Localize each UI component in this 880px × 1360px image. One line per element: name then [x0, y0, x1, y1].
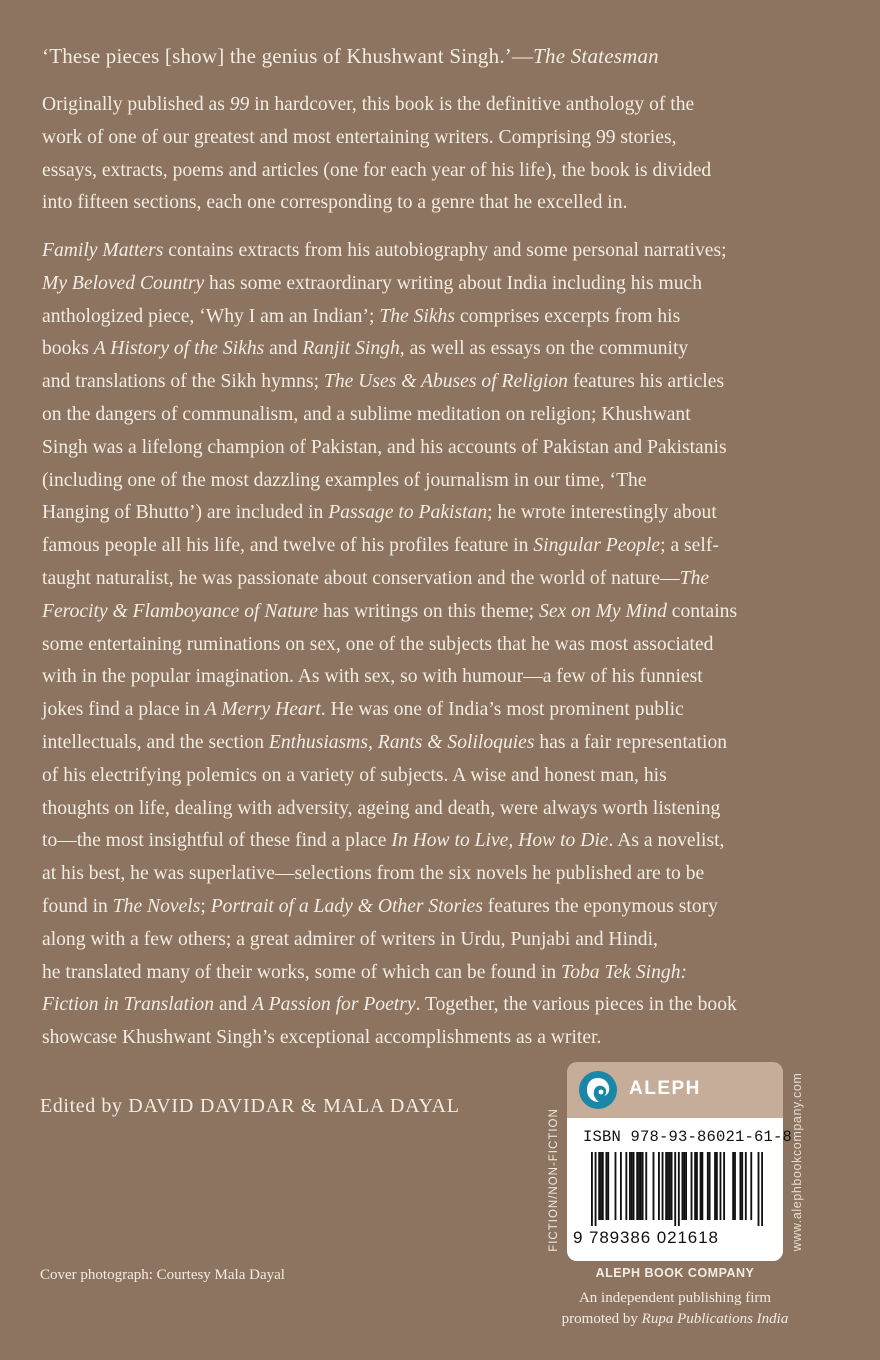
text-run: Hanging of Bhutto’) are included in	[42, 502, 329, 524]
barcode-bar	[683, 1152, 685, 1220]
italic-title: Family Matters	[42, 240, 164, 261]
editors-credit	[40, 1092, 460, 1120]
italic-title: A History of the Sikhs	[93, 338, 265, 360]
italic-title: 99	[229, 94, 250, 115]
text-run: taught naturalist, he was passionate about conservation and the world of nature—	[42, 567, 680, 589]
barcode-bars	[591, 1152, 763, 1226]
text-line	[42, 301, 842, 334]
genre-label	[542, 1100, 566, 1260]
text-run: features his articles	[567, 371, 725, 393]
publisher-promoter	[540, 1309, 810, 1329]
text-run: showcase Khushwant Singh’s exceptional accomplishments as a writer.	[42, 1027, 602, 1049]
promoter-prefix: promoted by	[561, 1311, 642, 1327]
text-line	[42, 989, 842, 1022]
text-run: of his electrifying polemics on a variety of subjects. A wise and honest man, his	[42, 764, 667, 786]
text-run: in hardcover, this book is the definitive anthology of the	[249, 94, 695, 115]
text-run: anthologized piece, ‘Why I am an Indian’;	[42, 305, 380, 327]
publisher-logo-text: ALEPH	[629, 1078, 701, 1099]
barcode-bar	[685, 1152, 687, 1220]
barcode-bar	[653, 1152, 655, 1220]
text-run: books	[42, 338, 94, 360]
barcode-bar	[658, 1152, 660, 1220]
text-run: ; he wrote interestingly about	[487, 502, 717, 524]
text-line	[42, 1022, 842, 1055]
italic-title: Singular People	[533, 535, 661, 557]
text-run: to—the most insightful of these find a place	[42, 830, 392, 852]
barcode-bar	[745, 1152, 747, 1220]
barcode-bar	[636, 1152, 638, 1220]
text-run: work of one of our greatest and most entertaining writers. Comprising 99 stories,	[42, 126, 677, 148]
italic-title: Sex on My Mind	[539, 600, 667, 622]
text-run: ;	[200, 895, 211, 917]
text-run: and translations of the Sikh hymns;	[42, 371, 324, 393]
italic-title: Passage to Pakistan	[328, 502, 488, 524]
text-run: has some extraordinary writing about India including his much	[204, 272, 703, 294]
text-line	[42, 596, 842, 629]
text-line	[42, 825, 842, 858]
italic-title: A Passion for Poetry	[252, 994, 416, 1016]
text-line	[42, 155, 842, 188]
barcode-bar	[638, 1152, 640, 1220]
barcode-bar	[739, 1152, 741, 1220]
text-line	[42, 760, 842, 793]
italic-title: Portrait of a Lady & Other Stories	[210, 895, 483, 917]
barcode-bar	[591, 1152, 593, 1226]
text-run: at his best, he was superlative—selections from the six novels he published are to be	[42, 863, 705, 885]
text-line	[42, 122, 842, 155]
pull-quote	[42, 40, 842, 72]
barcode-bar	[615, 1152, 617, 1220]
barcode-bar	[758, 1152, 760, 1226]
text-run: intellectuals, and the section	[42, 731, 269, 753]
barcode-bar	[714, 1152, 716, 1220]
quote-text: ‘These pieces [show] the genius of Khushwant Singh.’—	[42, 44, 534, 68]
barcode-bar	[631, 1152, 633, 1220]
text-line	[42, 399, 842, 432]
text-run: and	[214, 994, 253, 1016]
barcode-bar	[723, 1152, 725, 1220]
text-run: contains	[666, 600, 738, 622]
italic-title: Ferocity & Flamboyance of Nature	[42, 600, 319, 622]
text-line	[42, 187, 842, 220]
text-line	[42, 268, 842, 301]
text-run: famous people all his life, and twelve of his profiles feature in	[42, 535, 534, 557]
barcode-bar	[701, 1152, 703, 1220]
text-line	[42, 366, 842, 399]
barcode-bar	[625, 1152, 627, 1220]
barcode-bar	[665, 1152, 667, 1220]
italic-title: Toba Tek Singh:	[561, 961, 688, 983]
barcode-bar	[605, 1152, 607, 1220]
barcode-bar	[598, 1152, 600, 1220]
text-run: . Together, the various pieces in the book	[415, 994, 737, 1016]
text-run: has writings on this theme;	[318, 600, 540, 622]
barcode-bar	[694, 1152, 696, 1220]
editors-prefix: Edited by	[40, 1095, 129, 1117]
text-run: ; a self-	[660, 535, 719, 557]
barcode-bar	[595, 1152, 597, 1226]
text-run: . As a novelist,	[608, 830, 725, 852]
barcode-bar	[642, 1152, 644, 1220]
text-run: essays, extracts, poems and articles (one for each year of his life), the book is divided	[42, 159, 712, 181]
text-line	[42, 235, 842, 268]
barcode-bar	[600, 1152, 602, 1220]
italic-title: The Sikhs	[379, 305, 455, 327]
barcode-bar	[734, 1152, 736, 1220]
italic-title: The	[679, 567, 710, 589]
text-run: contains extracts from his autobiography and some personal narratives;	[163, 240, 727, 261]
text-line	[42, 89, 842, 122]
text-line	[42, 891, 842, 924]
text-run: found in	[42, 895, 113, 917]
isbn-label: ISBN 978-93-86021-61-8	[583, 1128, 793, 1146]
barcode-bar	[669, 1152, 671, 1220]
barcode-bar	[741, 1152, 743, 1220]
barcode-bar	[640, 1152, 642, 1220]
barcode-bar	[620, 1152, 622, 1220]
text-line	[42, 924, 842, 957]
barcode-digits: 9 789386 021618	[573, 1228, 719, 1247]
editors-names: DAVID DAVIDAR & MALA DAYAL	[128, 1095, 460, 1117]
barcode-bar	[678, 1152, 680, 1226]
publisher-tagline: An independent publishing firm	[578, 1290, 772, 1306]
text-line	[42, 497, 842, 530]
text-run: on the dangers of communalism, and a sublime meditation on religion; Khushwant	[42, 403, 691, 425]
aleph-swirl-icon	[579, 1071, 617, 1109]
blurb-paragraph-1	[42, 89, 842, 220]
italic-title: Ranjit Singh	[302, 338, 400, 360]
website-text: www.alephbookcompany.com	[790, 1072, 804, 1252]
barcode-bar	[716, 1152, 718, 1220]
text-run: . He was one of India’s most prominent public	[320, 699, 684, 721]
barcode-bar	[667, 1152, 669, 1220]
barcode-bar	[674, 1152, 676, 1226]
text-run: comprises excerpts from his	[454, 305, 681, 327]
text-line	[42, 793, 842, 826]
text-line	[42, 858, 842, 891]
blurb-paragraph-2	[42, 235, 842, 1055]
text-line	[42, 661, 842, 694]
text-line	[42, 465, 842, 498]
text-line	[42, 432, 842, 465]
text-run: along with a few others; a great admirer of writers in Urdu, Punjabi and Hindi,	[42, 928, 658, 950]
barcode-bar	[696, 1152, 698, 1220]
italic-title: The Novels	[112, 895, 201, 917]
publisher-logo-panel	[567, 1062, 783, 1118]
text-line	[42, 629, 842, 662]
barcode-bar	[691, 1152, 693, 1220]
barcode-bar	[607, 1152, 609, 1220]
text-run: jokes find a place in	[42, 699, 205, 721]
text-line	[42, 957, 842, 990]
text-run: Originally published as	[42, 94, 230, 115]
italic-title: Enthusiasms, Rants & Soliloquies	[268, 731, 535, 753]
text-run: he translated many of their works, some of which can be found in	[42, 961, 562, 983]
publisher-name: ALEPH BOOK COMPANY	[595, 1266, 755, 1280]
barcode-bar	[602, 1152, 604, 1220]
text-run: some entertaining ruminations on sex, one of the subjects that he was most associated	[42, 633, 714, 655]
barcode-bar	[761, 1152, 763, 1226]
text-run: with in the popular imagination. As with sex, so with humour—a few of his funniest	[42, 666, 703, 688]
text-line	[42, 530, 842, 563]
barcode-bar	[662, 1152, 664, 1220]
italic-title: A Merry Heart	[204, 699, 321, 721]
barcode-bar	[750, 1152, 752, 1220]
text-run: thoughts on life, dealing with adversity, ageing and death, were always worth listening	[42, 797, 721, 819]
text-run: (including one of the most dazzling examples of journalism in our time, ‘The	[42, 469, 647, 491]
publisher-website	[786, 1062, 808, 1262]
barcode-bar	[629, 1152, 631, 1220]
promoter-name: Rupa Publications India	[641, 1311, 789, 1327]
text-line	[42, 563, 842, 596]
barcode-bar	[707, 1152, 709, 1220]
barcode-bar	[633, 1152, 635, 1220]
barcode-panel	[567, 1118, 793, 1261]
text-run: Singh was a lifelong champion of Pakistan, and his accounts of Pakistan and Pakistanis	[42, 436, 727, 458]
text-run: has a fair representation	[534, 731, 728, 753]
barcode-bar	[709, 1152, 711, 1220]
barcode-bar	[700, 1152, 702, 1220]
cover-photo-credit: Cover photograph: Courtesy Mala Dayal	[40, 1267, 285, 1283]
barcode-bar	[720, 1152, 722, 1220]
italic-title: The Uses & Abuses of Religion	[323, 371, 568, 393]
barcode-bar	[671, 1152, 673, 1220]
text-line	[42, 694, 842, 727]
genre-text: FICTION/NON-FICTION	[548, 1108, 560, 1252]
italic-title: In How to Live, How to Die	[391, 830, 609, 852]
barcode-bar	[732, 1152, 734, 1220]
italic-title: My Beloved Country	[42, 272, 205, 294]
text-line	[42, 727, 842, 760]
text-line	[42, 333, 842, 366]
text-run: , as well as essays on the community	[399, 338, 689, 360]
barcode-bar	[645, 1152, 647, 1220]
text-run: into fifteen sections, each one corresponding to a genre that he excelled in.	[42, 192, 628, 214]
italic-title: Fiction in Translation	[42, 994, 215, 1016]
quote-source: The Statesman	[533, 44, 659, 68]
barcode-bar	[682, 1152, 684, 1220]
text-run: and	[264, 338, 303, 360]
text-run: features the eponymous story	[482, 895, 718, 917]
